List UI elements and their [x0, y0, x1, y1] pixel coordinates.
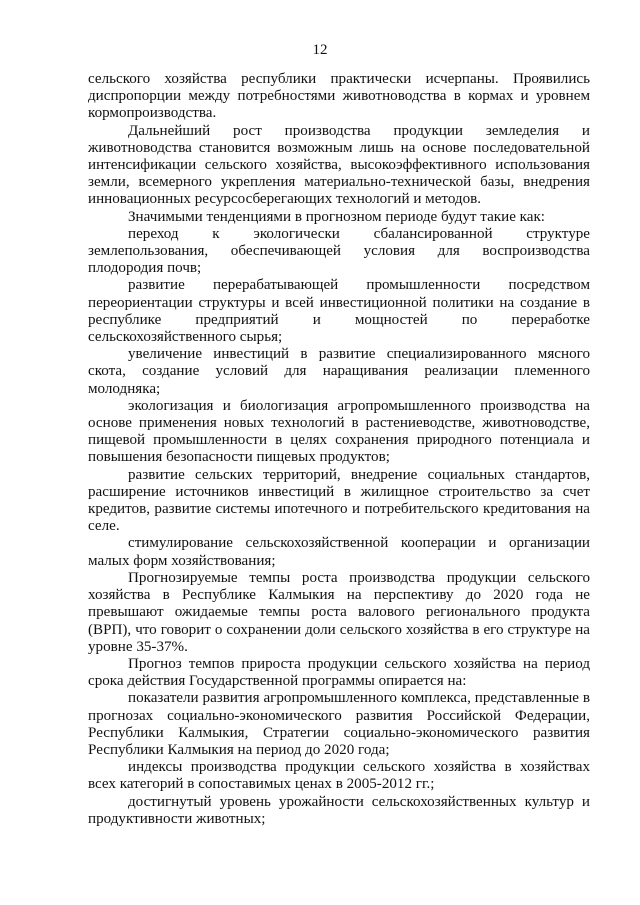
document-body [88, 71, 590, 828]
list-item-meat-cattle: увеличение инвестиций в развитие специализированного мясного скота, создание условий для наращивания реализации племенного молодняка; [88, 346, 590, 397]
paragraph-growth-forecast: Прогнозируемые темпы роста производства продукции сельского хозяйства в Республике Калмыкия на перспективу до 2020 года не превышают ожидаемые темпы роста валового регионального продукта (ВРП), что говорит о сохранении доли сельского хозяйства в его структуре на уровне 35-37%. [88, 569, 590, 655]
paragraph-continuation: сельского хозяйства республики практически исчерпаны. Проявились диспропорции между потребностями животноводства в кормах и уровнем кормопроизводства. [88, 71, 590, 122]
list-item-ecologization: экологизация и биологизация агропромышленного производства на основе применения новых технологий в растениеводстве, животноводстве, пищевой промышленности в целях сохранения природного потенциала и повышения безопасности пищевых продуктов; [88, 397, 590, 466]
list-item-cooperation: стимулирование сельскохозяйственной кооперации и организации малых форм хозяйствования; [88, 535, 590, 569]
list-item-yield-level: достигнутый уровень урожайности сельскохозяйственных культур и продуктивности животных; [88, 793, 590, 827]
paragraph-trends-intro: Значимыми тенденциями в прогнозном периоде будут такие как: [128, 208, 545, 225]
page-number: 12 [312, 42, 328, 58]
list-item-land-use: переход к экологически сбалансированной структуре землепользования, обеспечивающей условия для воспроизводства плодородия почв; [88, 225, 590, 277]
list-item-processing-industry: развитие перерабатывающей промышленности посредством переориентации структуры и всей инвестиционной политики на создание в республике предприятий и мощностей по переработке сельскохозяйственного сырья; [88, 277, 590, 346]
paragraph-forecast-basis: Прогноз темпов прироста продукции сельского хозяйства на период срока действия Государственной программы опирается на: [88, 655, 590, 690]
list-item-rural-development: развитие сельских территорий, внедрение социальных стандартов, расширение источников инвестиций в жилищное строительство за счет кредитов, развитие системы ипотечного и потребительского кредитования на селе. [88, 466, 590, 535]
paragraph-intensification: Дальнейший рост производства продукции земледелия и животноводства становится возможным лишь на основе последовательной интенсификации сельского хозяйства, высокоэффективного использования земли, всемерного укрепления материально-технической базы, внедрения инновационных ресурсосберегающих технологий и методов. [88, 122, 590, 208]
list-item-production-indices: индексы производства продукции сельского хозяйства в хозяйствах всех категорий в сопоставимых ценах в 2005-2012 гг.; [88, 759, 590, 793]
list-item-indicators: показатели развития агропромышленного комплекса, представленные в прогнозах социально-экономического развития Российской Федерации, Республики Калмыкия, Стратегии социально-экономического развития Республики Калмыкия на период до 2020 года; [88, 690, 590, 758]
